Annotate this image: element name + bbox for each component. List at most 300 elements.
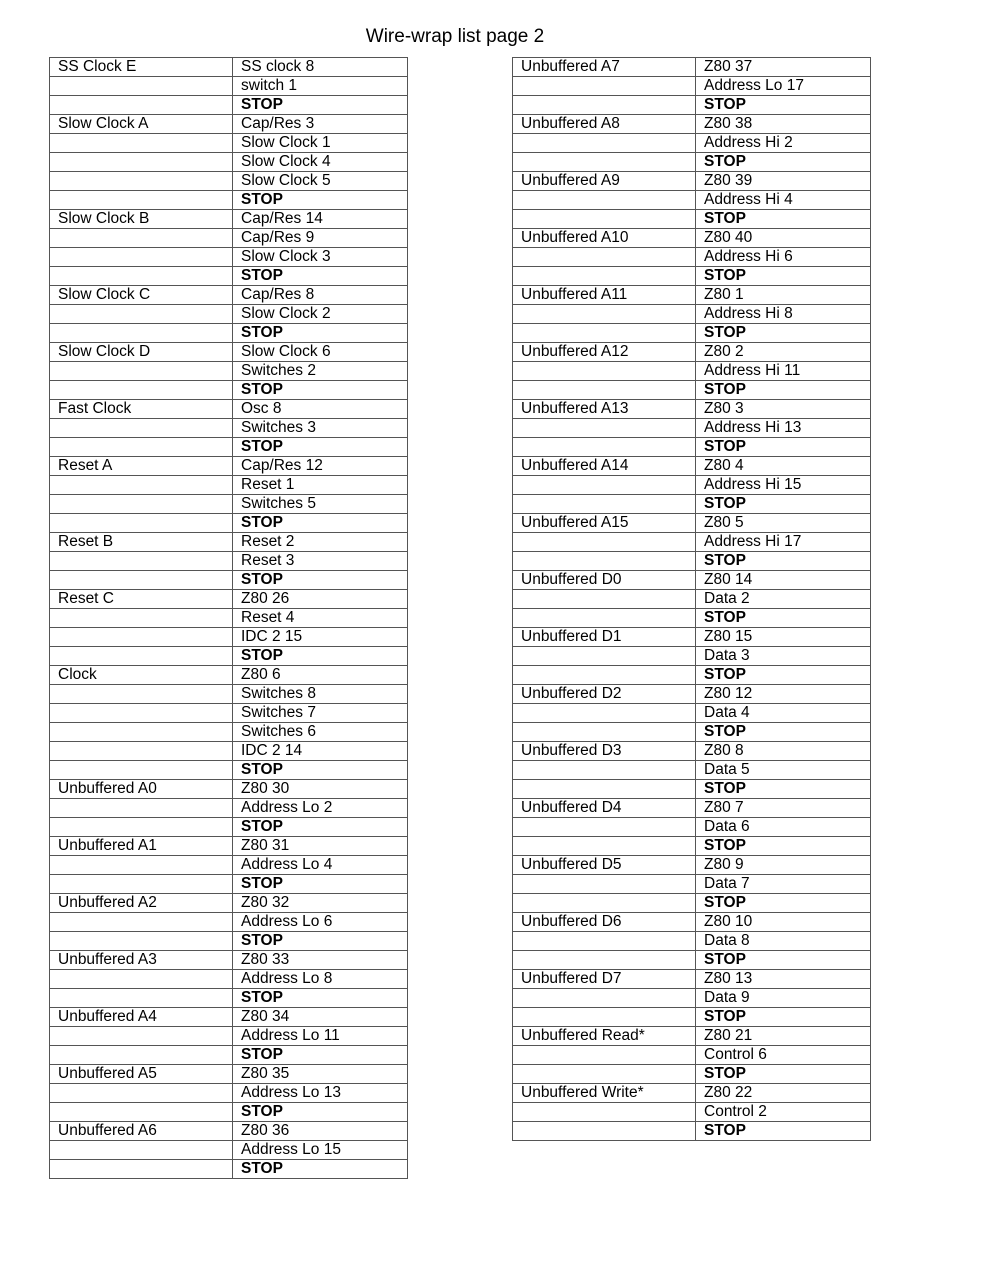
table-row	[513, 932, 871, 951]
signal-cell	[513, 818, 696, 837]
signal-cell	[513, 552, 696, 571]
table-row	[513, 1084, 871, 1103]
table-row	[513, 818, 871, 837]
connection-cell: Control 2	[696, 1103, 871, 1122]
connection-cell: Address Hi 15	[696, 476, 871, 495]
table-row	[50, 400, 408, 419]
table-row	[513, 799, 871, 818]
table-row	[50, 77, 408, 96]
table-row	[513, 894, 871, 913]
table-row	[50, 134, 408, 153]
signal-cell: Unbuffered A8	[513, 115, 696, 134]
signal-cell	[513, 780, 696, 799]
connection-cell: Reset 4	[233, 609, 408, 628]
stop-cell: STOP	[696, 894, 871, 913]
table-row	[513, 324, 871, 343]
right-wire-table	[512, 57, 871, 1141]
signal-cell	[513, 191, 696, 210]
connection-cell: Z80 7	[696, 799, 871, 818]
table-row	[513, 58, 871, 77]
table-row	[50, 172, 408, 191]
stop-cell: STOP	[696, 324, 871, 343]
signal-cell	[513, 267, 696, 286]
signal-cell: Reset B	[50, 533, 233, 552]
signal-cell: Unbuffered D2	[513, 685, 696, 704]
stop-cell: STOP	[696, 666, 871, 685]
signal-cell	[50, 628, 233, 647]
stop-cell: STOP	[696, 837, 871, 856]
signal-cell	[50, 381, 233, 400]
connection-cell: Slow Clock 3	[233, 248, 408, 267]
table-row	[513, 96, 871, 115]
signal-cell	[513, 248, 696, 267]
table-row	[50, 58, 408, 77]
connection-cell: IDC 2 15	[233, 628, 408, 647]
connection-cell: Data 3	[696, 647, 871, 666]
table-row	[50, 913, 408, 932]
connection-cell: Z80 4	[696, 457, 871, 476]
signal-cell: Unbuffered A2	[50, 894, 233, 913]
connection-cell: Z80 32	[233, 894, 408, 913]
connection-cell: Address Lo 11	[233, 1027, 408, 1046]
table-row	[50, 191, 408, 210]
stop-cell: STOP	[233, 438, 408, 457]
table-row	[513, 438, 871, 457]
signal-cell	[513, 590, 696, 609]
signal-cell	[50, 1027, 233, 1046]
signal-cell	[50, 476, 233, 495]
connection-cell: Address Hi 4	[696, 191, 871, 210]
table-row	[513, 457, 871, 476]
signal-cell	[513, 381, 696, 400]
stop-cell: STOP	[696, 1122, 871, 1141]
signal-cell	[50, 647, 233, 666]
signal-cell	[50, 229, 233, 248]
table-row	[50, 761, 408, 780]
connection-cell: Address Hi 2	[696, 134, 871, 153]
stop-cell: STOP	[233, 267, 408, 286]
signal-cell	[50, 685, 233, 704]
connection-cell: Switches 6	[233, 723, 408, 742]
connection-cell: Z80 5	[696, 514, 871, 533]
signal-cell: SS Clock E	[50, 58, 233, 77]
table-row	[513, 647, 871, 666]
table-row	[513, 856, 871, 875]
table-row	[513, 628, 871, 647]
signal-cell: Slow Clock B	[50, 210, 233, 229]
signal-cell: Clock	[50, 666, 233, 685]
connection-cell: Z80 8	[696, 742, 871, 761]
signal-cell	[50, 248, 233, 267]
connection-cell: Cap/Res 9	[233, 229, 408, 248]
table-row	[50, 1160, 408, 1179]
table-row	[513, 400, 871, 419]
connection-cell: Cap/Res 8	[233, 286, 408, 305]
table-row	[50, 362, 408, 381]
table-row	[50, 628, 408, 647]
signal-cell	[513, 324, 696, 343]
table-row	[513, 552, 871, 571]
signal-cell	[50, 989, 233, 1008]
signal-cell: Fast Clock	[50, 400, 233, 419]
table-row	[513, 533, 871, 552]
table-row	[50, 742, 408, 761]
connection-cell: Address Hi 11	[696, 362, 871, 381]
connection-cell: SS clock 8	[233, 58, 408, 77]
stop-cell: STOP	[233, 818, 408, 837]
table-row	[513, 571, 871, 590]
table-row	[50, 457, 408, 476]
signal-cell	[50, 324, 233, 343]
signal-cell	[50, 267, 233, 286]
table-row	[513, 191, 871, 210]
signal-cell: Unbuffered D7	[513, 970, 696, 989]
table-row	[50, 305, 408, 324]
table-row	[513, 761, 871, 780]
connection-cell: Reset 1	[233, 476, 408, 495]
connection-cell: Switches 7	[233, 704, 408, 723]
signal-cell	[50, 742, 233, 761]
table-row	[513, 134, 871, 153]
connection-cell: Z80 40	[696, 229, 871, 248]
signal-cell	[513, 1122, 696, 1141]
table-row	[50, 989, 408, 1008]
table-row	[50, 932, 408, 951]
stop-cell: STOP	[233, 191, 408, 210]
table-row	[513, 742, 871, 761]
connection-cell: Data 5	[696, 761, 871, 780]
signal-cell	[50, 1160, 233, 1179]
table-row	[513, 172, 871, 191]
connection-cell: Z80 36	[233, 1122, 408, 1141]
connection-cell: Slow Clock 6	[233, 343, 408, 362]
table-row	[513, 267, 871, 286]
signal-cell	[50, 438, 233, 457]
table-row	[513, 419, 871, 438]
connection-cell: Reset 3	[233, 552, 408, 571]
signal-cell	[513, 1103, 696, 1122]
signal-cell	[513, 666, 696, 685]
connection-cell: Switches 2	[233, 362, 408, 381]
table-row	[50, 381, 408, 400]
table-row	[50, 552, 408, 571]
signal-cell	[513, 609, 696, 628]
signal-cell: Unbuffered A12	[513, 343, 696, 362]
connection-cell: Switches 8	[233, 685, 408, 704]
connection-cell: Z80 3	[696, 400, 871, 419]
stop-cell: STOP	[233, 647, 408, 666]
table-row	[513, 362, 871, 381]
connection-cell: Data 8	[696, 932, 871, 951]
signal-cell	[513, 96, 696, 115]
signal-cell: Reset C	[50, 590, 233, 609]
stop-cell: STOP	[233, 761, 408, 780]
table-row	[50, 1065, 408, 1084]
stop-cell: STOP	[696, 381, 871, 400]
table-row	[50, 1084, 408, 1103]
signal-cell: Unbuffered D0	[513, 571, 696, 590]
signal-cell: Unbuffered D6	[513, 913, 696, 932]
signal-cell	[513, 438, 696, 457]
signal-cell	[50, 362, 233, 381]
table-row	[50, 267, 408, 286]
connection-cell: Data 4	[696, 704, 871, 723]
signal-cell	[513, 951, 696, 970]
signal-cell: Unbuffered A0	[50, 780, 233, 799]
stop-cell: STOP	[696, 495, 871, 514]
table-row	[50, 438, 408, 457]
signal-cell: Unbuffered A10	[513, 229, 696, 248]
connection-cell: Z80 10	[696, 913, 871, 932]
connection-cell: Z80 37	[696, 58, 871, 77]
connection-cell: Data 2	[696, 590, 871, 609]
signal-cell: Unbuffered A6	[50, 1122, 233, 1141]
stop-cell: STOP	[233, 989, 408, 1008]
signal-cell	[513, 723, 696, 742]
connection-cell: Cap/Res 12	[233, 457, 408, 476]
signal-cell	[50, 723, 233, 742]
table-row	[513, 1122, 871, 1141]
table-row	[513, 723, 871, 742]
signal-cell: Unbuffered A11	[513, 286, 696, 305]
signal-cell	[513, 1008, 696, 1027]
signal-cell	[50, 514, 233, 533]
signal-cell	[513, 894, 696, 913]
signal-cell	[513, 476, 696, 495]
table-row	[50, 951, 408, 970]
stop-cell: STOP	[233, 932, 408, 951]
signal-cell	[513, 989, 696, 1008]
signal-cell	[50, 495, 233, 514]
table-row	[50, 875, 408, 894]
signal-cell	[513, 875, 696, 894]
table-row	[513, 343, 871, 362]
stop-cell: STOP	[233, 96, 408, 115]
connection-cell: Data 6	[696, 818, 871, 837]
table-row	[513, 248, 871, 267]
table-row	[50, 96, 408, 115]
table-row	[513, 1027, 871, 1046]
connection-cell: Z80 14	[696, 571, 871, 590]
table-row	[50, 229, 408, 248]
table-row	[50, 419, 408, 438]
signal-cell	[513, 704, 696, 723]
connection-cell: Switches 3	[233, 419, 408, 438]
table-row	[50, 1046, 408, 1065]
signal-cell	[50, 153, 233, 172]
signal-cell: Unbuffered D1	[513, 628, 696, 647]
table-row	[50, 970, 408, 989]
signal-cell	[50, 172, 233, 191]
signal-cell	[513, 495, 696, 514]
stop-cell: STOP	[696, 210, 871, 229]
table-row	[50, 799, 408, 818]
table-row	[50, 590, 408, 609]
table-row	[513, 989, 871, 1008]
page-title: Wire-wrap list page 2	[365, 26, 545, 47]
connection-cell: Z80 31	[233, 837, 408, 856]
table-row	[50, 533, 408, 552]
connection-cell: Data 9	[696, 989, 871, 1008]
table-row	[50, 647, 408, 666]
connection-cell: Z80 38	[696, 115, 871, 134]
signal-cell	[50, 134, 233, 153]
stop-cell: STOP	[233, 1103, 408, 1122]
signal-cell	[513, 305, 696, 324]
signal-cell	[50, 1046, 233, 1065]
table-row	[50, 818, 408, 837]
table-row	[50, 153, 408, 172]
signal-cell	[50, 552, 233, 571]
signal-cell	[50, 96, 233, 115]
table-row	[513, 1008, 871, 1027]
table-row	[513, 153, 871, 172]
connection-cell: Z80 13	[696, 970, 871, 989]
signal-cell: Slow Clock D	[50, 343, 233, 362]
signal-cell: Unbuffered A4	[50, 1008, 233, 1027]
stop-cell: STOP	[233, 324, 408, 343]
table-row	[50, 894, 408, 913]
table-row	[50, 210, 408, 229]
stop-cell: STOP	[233, 1160, 408, 1179]
connection-cell: Address Hi 8	[696, 305, 871, 324]
connection-cell: Z80 15	[696, 628, 871, 647]
signal-cell	[513, 837, 696, 856]
connection-cell: Address Lo 13	[233, 1084, 408, 1103]
signal-cell	[513, 1046, 696, 1065]
table-row	[513, 1065, 871, 1084]
signal-cell: Unbuffered D3	[513, 742, 696, 761]
stop-cell: STOP	[696, 1008, 871, 1027]
stop-cell: STOP	[233, 1046, 408, 1065]
connection-cell: Address Lo 17	[696, 77, 871, 96]
connection-cell: Address Lo 4	[233, 856, 408, 875]
connection-cell: Address Lo 15	[233, 1141, 408, 1160]
stop-cell: STOP	[696, 267, 871, 286]
connection-cell: Z80 9	[696, 856, 871, 875]
signal-cell	[513, 533, 696, 552]
stop-cell: STOP	[233, 571, 408, 590]
signal-cell	[50, 609, 233, 628]
signal-cell	[50, 932, 233, 951]
stop-cell: STOP	[696, 153, 871, 172]
table-row	[513, 685, 871, 704]
table-row	[513, 77, 871, 96]
connection-cell: Z80 39	[696, 172, 871, 191]
connection-cell: Z80 22	[696, 1084, 871, 1103]
signal-cell	[50, 419, 233, 438]
table-row	[513, 1103, 871, 1122]
signal-cell: Unbuffered D5	[513, 856, 696, 875]
signal-cell	[50, 704, 233, 723]
signal-cell: Unbuffered D4	[513, 799, 696, 818]
stop-cell: STOP	[696, 780, 871, 799]
table-row	[513, 704, 871, 723]
signal-cell	[513, 134, 696, 153]
signal-cell	[513, 761, 696, 780]
signal-cell	[513, 647, 696, 666]
connection-cell: Osc 8	[233, 400, 408, 419]
stop-cell: STOP	[696, 723, 871, 742]
signal-cell	[50, 1084, 233, 1103]
table-row	[513, 875, 871, 894]
signal-cell	[50, 761, 233, 780]
table-row	[50, 514, 408, 533]
signal-cell: Unbuffered A14	[513, 457, 696, 476]
table-row	[50, 723, 408, 742]
table-row	[50, 780, 408, 799]
connection-cell: Slow Clock 1	[233, 134, 408, 153]
table-row	[513, 913, 871, 932]
table-row	[50, 495, 408, 514]
stop-cell: STOP	[696, 96, 871, 115]
connection-cell: Address Lo 2	[233, 799, 408, 818]
signal-cell	[513, 210, 696, 229]
table-row	[513, 381, 871, 400]
table-row	[513, 286, 871, 305]
signal-cell	[50, 875, 233, 894]
signal-cell	[50, 856, 233, 875]
connection-cell: Z80 33	[233, 951, 408, 970]
signal-cell	[50, 1103, 233, 1122]
table-row	[50, 286, 408, 305]
signal-cell	[50, 77, 233, 96]
table-row	[513, 115, 871, 134]
connection-cell: switch 1	[233, 77, 408, 96]
signal-cell	[50, 799, 233, 818]
connection-cell: Address Hi 17	[696, 533, 871, 552]
left-wire-table	[49, 57, 408, 1179]
table-row	[513, 837, 871, 856]
connection-cell: Data 7	[696, 875, 871, 894]
table-row	[513, 514, 871, 533]
connection-cell: IDC 2 14	[233, 742, 408, 761]
connection-cell: Address Lo 6	[233, 913, 408, 932]
table-row	[513, 951, 871, 970]
signal-cell: Unbuffered A5	[50, 1065, 233, 1084]
signal-cell	[50, 305, 233, 324]
connection-cell: Reset 2	[233, 533, 408, 552]
table-row	[513, 229, 871, 248]
table-row	[50, 609, 408, 628]
table-row	[50, 685, 408, 704]
table-row	[50, 248, 408, 267]
signal-cell	[513, 419, 696, 438]
connection-cell: Z80 6	[233, 666, 408, 685]
table-row	[50, 1122, 408, 1141]
signal-cell	[513, 77, 696, 96]
table-row	[50, 837, 408, 856]
signal-cell	[513, 932, 696, 951]
connection-cell: Z80 34	[233, 1008, 408, 1027]
signal-cell: Unbuffered A1	[50, 837, 233, 856]
table-row	[50, 1027, 408, 1046]
connection-cell: Z80 35	[233, 1065, 408, 1084]
table-row	[50, 571, 408, 590]
stop-cell: STOP	[696, 1065, 871, 1084]
connection-cell: Z80 1	[696, 286, 871, 305]
signal-cell: Unbuffered Read*	[513, 1027, 696, 1046]
stop-cell: STOP	[233, 875, 408, 894]
signal-cell	[50, 1141, 233, 1160]
table-row	[513, 970, 871, 989]
table-row	[50, 115, 408, 134]
stop-cell: STOP	[696, 552, 871, 571]
connection-cell: Z80 26	[233, 590, 408, 609]
signal-cell	[50, 970, 233, 989]
signal-cell	[50, 191, 233, 210]
signal-cell: Slow Clock A	[50, 115, 233, 134]
